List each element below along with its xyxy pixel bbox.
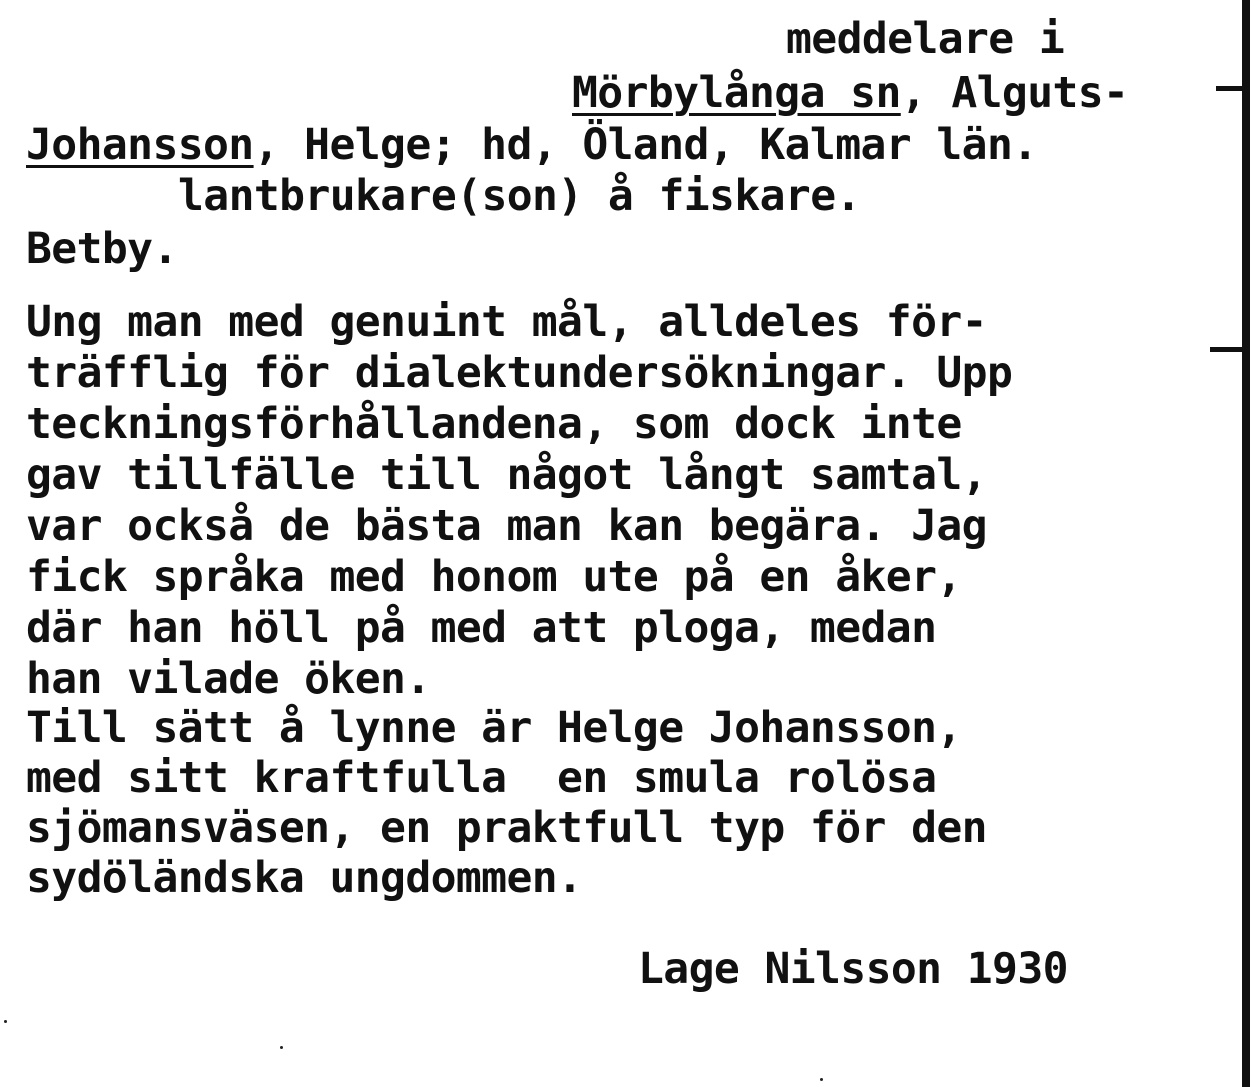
body-line: Till sätt å lynne är Helge Johansson, [26, 703, 962, 753]
edge-tick-mark [1210, 347, 1244, 352]
body-line: sydöländska ungdommen. [26, 853, 583, 903]
body-line: sjömansväsen, en praktfull typ för den [26, 803, 987, 853]
header-line-2 [572, 68, 1129, 118]
parish-continuation: , Alguts- [900, 68, 1129, 118]
card-right-edge [1242, 0, 1250, 1087]
body-line: med sitt kraftfulla en smula rolösa [26, 753, 937, 803]
parish-name: Mörbylånga sn [572, 68, 901, 118]
header-line-3 [26, 120, 1038, 170]
informant-details: , Helge; hd, Öland, Kalmar län. [253, 120, 1038, 170]
body-line: teckningsförhållandena, som dock inte [26, 399, 962, 449]
signature: Lage Nilsson 1930 [638, 944, 1068, 994]
body-line: Ung man med genuint mål, alldeles för- [26, 297, 987, 347]
header-line-1: meddelare i [786, 14, 1065, 64]
scan-speck [280, 1046, 283, 1049]
edge-tick-mark [1216, 86, 1244, 91]
body-line: träfflig för dialektundersökningar. Upp [26, 348, 1013, 398]
informant-surname: Johansson [26, 120, 254, 170]
scan-speck [820, 1078, 823, 1081]
body-line: fick språka med honom ute på en åker, [26, 552, 962, 602]
scan-speck [4, 1020, 7, 1023]
body-line: var också de bästa man kan begära. Jag [26, 501, 987, 551]
occupation-line: lantbrukare(son) å fiskare. [178, 171, 861, 221]
village-line: Betby. [26, 224, 178, 274]
body-line: han vilade öken. [26, 654, 431, 704]
body-line: gav tillfälle till något långt samtal, [26, 450, 987, 500]
body-line: där han höll på med att ploga, medan [26, 603, 937, 653]
